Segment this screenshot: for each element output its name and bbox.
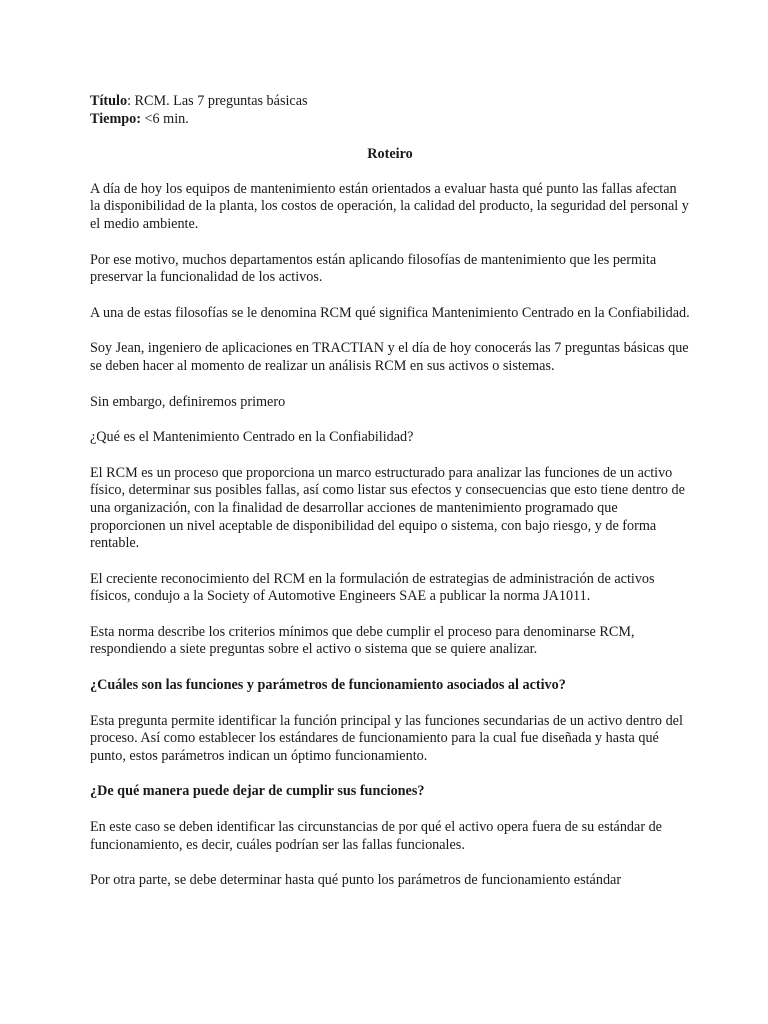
paragraph: ¿Qué es el Mantenimiento Centrado en la Confiabilidad? (90, 429, 414, 446)
paragraph: A día de hoy los equipos de mantenimiento están orientados a evaluar hasta qué punto las fallas afectan la disponibilidad de la planta, los costos de operación, la calidad del producto, la seguridad del personal y el medio ambiente. (90, 180, 689, 232)
paragraph: En este caso se deben identificar las circunstancias de por qué el activo opera fuera de su estándar de funcionamiento, es decir, cuáles podrían ser las fallas funcionales. (90, 819, 662, 853)
title-line (90, 93, 690, 111)
paragraph: Esta norma describe los criterios mínimos que debe cumplir el proceso para denominarse RCM, respondiendo a siete preguntas sobre el activo o sistema que se quiere analizar. (90, 623, 635, 658)
document-heading: Roteiro (367, 146, 413, 163)
paragraph: Por otra parte, se debe determinar hasta qué punto los parámetros de funcionamiento estándar (90, 872, 622, 889)
title-label: Título (90, 93, 128, 109)
question-heading: ¿Cuáles son las funciones y parámetros de funcionamiento asociados al activo? (90, 677, 566, 694)
paragraph: Por ese motivo, muchos departamentos están aplicando filosofías de mantenimiento que les permita preservar la funcionalidad de los activos. (90, 251, 657, 286)
paragraph: Esta pregunta permite identificar la función principal y las funciones secundarias de un activo dentro del proceso. Así como establecer los estándares de funcionamiento para la cual fue diseñada y hasta qué punto, estos parámetros indican un óptimo funcionamiento. (90, 712, 683, 764)
time-label: Tiempo: (90, 110, 141, 127)
question-heading: ¿De qué manera puede dejar de cumplir sus funciones? (90, 783, 425, 800)
time-line (90, 111, 690, 129)
paragraph: Sin embargo, definiremos primero (90, 393, 286, 410)
document-page (90, 93, 690, 890)
paragraph: Soy Jean, ingeniero de aplicaciones en TRACTIAN y el día de hoy conocerás las 7 preguntas básicas que se deben hacer al momento de realizar un análisis RCM en sus activos o sistemas. (90, 340, 689, 374)
paragraph: El RCM es un proceso que proporciona un marco estructurado para analizar las funciones de un activo físico, determinar sus posibles fallas, así como listar sus efectos y consecuencias que esto tiene dentro de una organización, con la finalidad de desarrollar acciones de mantenimiento programado que proporcionen un nivel aceptable de disponibilidad del equipo o sistema, con bajo riesgo, y de forma rentable. (90, 464, 685, 552)
title-value: : RCM. Las 7 preguntas básicas (127, 93, 308, 109)
paragraph: El creciente reconocimiento del RCM en la formulación de estrategias de administración de activos físicos, condujo a la Society of Automotive Engineers SAE a publicar la norma JA1011. (90, 570, 655, 605)
paragraph: A una de estas filosofías se le denomina RCM qué significa Mantenimiento Centrado en la Confiabilidad. (90, 304, 690, 321)
time-value: <6 min. (140, 110, 189, 127)
